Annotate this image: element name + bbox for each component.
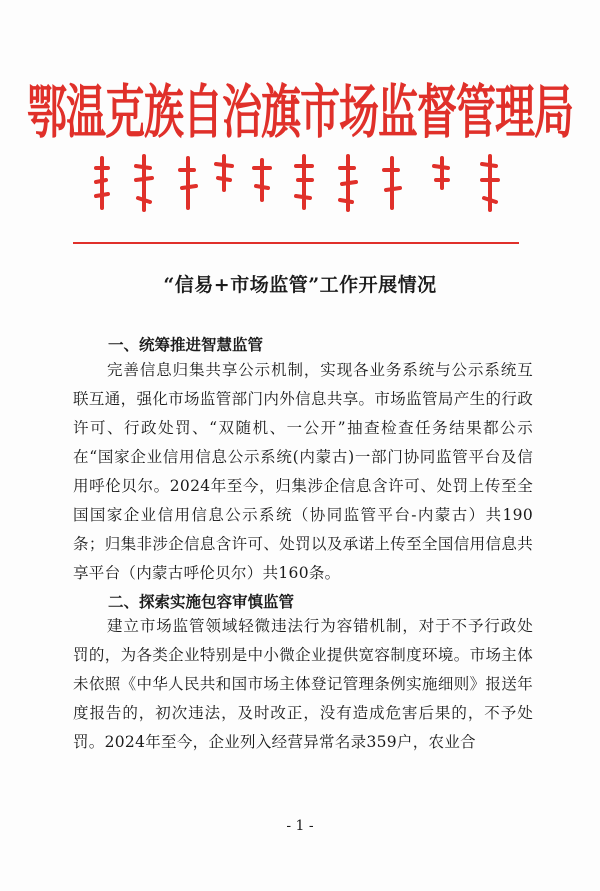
section-heading-1: 一、统筹推进智慧监管 — [108, 336, 264, 354]
section-heading-2: 二、探索实施包容审慎监管 — [108, 593, 295, 611]
mongolian-script-agency-name — [92, 150, 512, 216]
document-title: “信易+市场监管”工作开展情况 — [163, 274, 437, 296]
page-number: - 1 - — [286, 818, 314, 834]
header-divider-line — [73, 242, 519, 244]
section-paragraph-1: 完善信息归集共享公示机制，实现各业务系统与公示系统互联互通，强化市场监管部门内外信息共享。市场监管局产生的行政许可、行政处罚、“双随机、一公开”抽查检查任务结果都公示在“国家企业信用信息公示系统(内蒙古)一部门协同监管平台及信用呼伦贝尔。2024年至今，归集涉企信息含许可、处罚上传至全国国家企业信用信息公示系统（协同监管平台-内蒙古）共190条；归集非涉企信息含许可、处罚以及承诺上传至全国信用信息共享平台（内蒙古呼伦贝尔）共160条。 — [73, 361, 533, 582]
section-paragraph-2: 建立市场监管领域轻微违法行为容错机制，对于不予行政处罚的，为各类企业特别是中小微企业提供宽容制度环境。市场主体未依照《中华人民共和国市场主体登记管理条例实施细则》报送年度报告的，初次违法，及时改正，没有造成危害后果的，不予处罚。2024年至今，企业列入经营异常名录359户，农业合 — [73, 617, 533, 751]
mongolian-script-graphic — [92, 150, 512, 216]
agency-name-red-header: 鄂温克族自治旗市场监督管理局 — [27, 78, 573, 147]
